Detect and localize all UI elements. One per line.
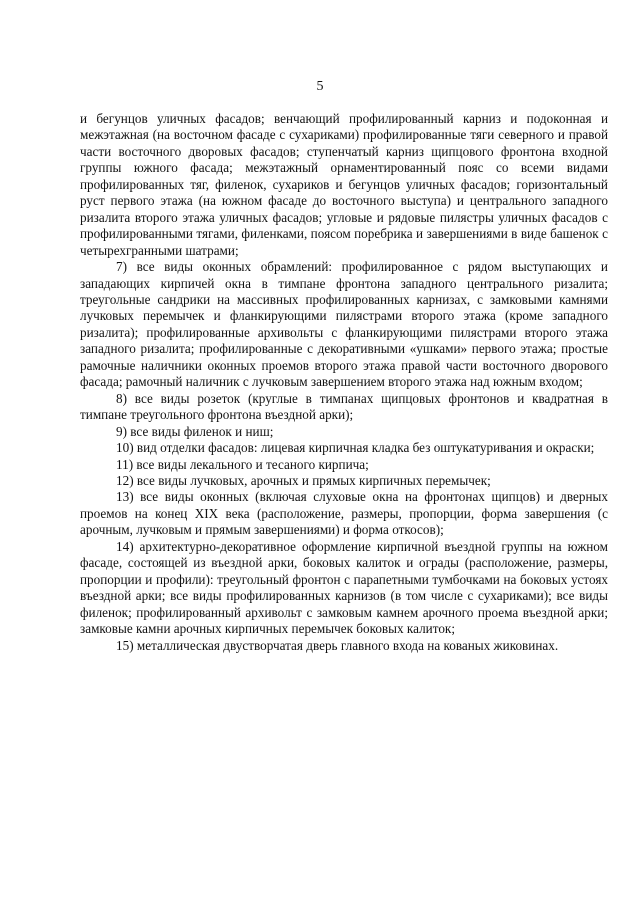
list-item-7: 7) все виды оконных обрамлений: профилированное с рядом выступающих и западающих кирпичей окна в тимпане фронтона западного центрального ризалита; треугольные сандрики на массивных профилированных карнизах, с замковыми камнями лучковых перемычек и фланкирующими пилястрами второго этажа (кроме западного ризалита); профилированные архивольты с фланкирующими пилястрами второго этажа западного ризалита; профилированные с декоративными «ушками» первого этажа; простые рамочные наличники оконных проемов второго этажа правой части восточного дворового фасада; рамочный наличник с лучковым завершением второго этажа над южным входом;	[80, 259, 608, 390]
paragraph-continuation: и бегунцов уличных фасадов; венчающий профилированный карниз и подоконная и межэтажная (на восточном фасаде с сухариками) профилированные тяги северного и правой части восточного дворовых фасадов; ступенчатый карниз щипцового фронтона входной группы южного фасада; межэтажный орнаментированный пояс со всеми видами профилированных тяг, филенок, сухариков и бегунцов уличных фасадов; горизонтальный руст первого этажа (на южном фасаде до восточного выступа) и центрального западного ризалита второго этажа уличных фасадов; угловые и рядовые пилястры уличных фасадов с профилированными тягами, филенками, поясом поребрика и завершениями в виде башенок с четырехгранными шатрами;	[80, 111, 608, 258]
list-item-10: 10) вид отделки фасадов: лицевая кирпичная кладка без оштукатуривания и окраски;	[116, 440, 595, 456]
list-item-13: 13) все виды оконных (включая слуховые окна на фронтонах щипцов) и дверных проемов на конец XIX века (расположение, размеры, пропорции, форма завершения (с арочным, лучковым и прямым завершениями) и форма откосов);	[80, 489, 608, 538]
list-item-9: 9) все виды филенок и ниш;	[116, 423, 274, 439]
list-item-8: 8) все виды розеток (круглые в тимпанах щипцовых фронтонов и квадратная в тимпане треугольного фронтона въездной арки);	[80, 390, 608, 423]
list-item-14: 14) архитектурно-декоративное оформление кирпичной въездной группы на южном фасаде, состоящей из въездной арки, боковых калиток и ограды (расположение, размеры, пропорции и профили): треугольный фронтон с парапетными тумбочками на боковых устоях въездной арки; все виды профилированных карнизов (в том числе с сухариками); все виды филенок; профилированный архивольт с замковым камнем арочного проема въездной арки; замковые камни арочных кирпичных перемычек боковых калиток;	[80, 538, 608, 637]
list-item-15: 15) металлическая двустворчатая дверь главного входа на кованых жиковинах.	[116, 637, 559, 653]
document-body	[80, 111, 608, 654]
list-item-12: 12) все виды лучковых, арочных и прямых кирпичных перемычек;	[116, 472, 491, 488]
list-item-11: 11) все виды лекального и тесаного кирпича;	[116, 456, 369, 472]
page-number: 5	[316, 79, 324, 94]
